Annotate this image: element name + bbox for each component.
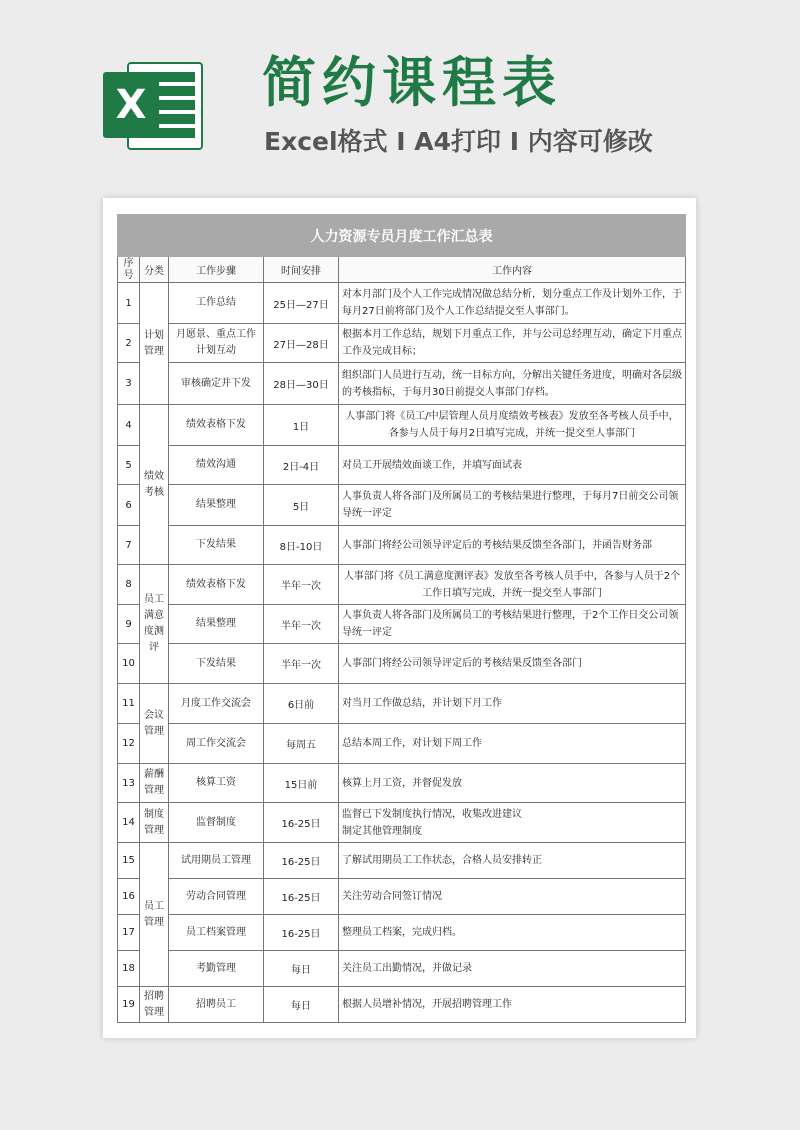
content-cell: 关注员工出勤情况，并做记录 — [339, 951, 686, 987]
content-cell: 对本月部门及个人工作完成情况做总结分析，划分重点工作及计划外工作，于每月27日前将部门及个人工作总结提交至人事部门。 — [339, 283, 686, 324]
row-number: 18 — [118, 951, 140, 987]
table-row — [118, 987, 686, 1023]
row-number: 6 — [118, 485, 140, 526]
category-cell: 制度管理 — [140, 803, 169, 843]
time-cell: 每周五 — [264, 724, 339, 764]
col-header-no: 序号 — [118, 257, 140, 283]
table-row — [118, 283, 686, 324]
category-cell: 薪酬管理 — [140, 764, 169, 803]
content-cell: 人事负责人将各部门及所属员工的考核结果进行整理，于每月7日前交公司领导统一评定 — [339, 485, 686, 526]
step-cell: 结果整理 — [169, 485, 264, 526]
table-row — [118, 724, 686, 764]
step-cell: 招聘员工 — [169, 987, 264, 1023]
table-row — [118, 485, 686, 526]
content-cell: 人事部门将经公司领导评定后的考核结果反馈至各部门，并函告财务部 — [339, 526, 686, 565]
row-number: 5 — [118, 446, 140, 485]
row-number: 4 — [118, 405, 140, 446]
table-row — [118, 951, 686, 987]
time-cell: 每日 — [264, 951, 339, 987]
schedule-table — [117, 214, 686, 1023]
time-cell: 16-25日 — [264, 803, 339, 843]
step-cell: 绩效表格下发 — [169, 565, 264, 605]
step-cell: 核算工资 — [169, 764, 264, 803]
table-row — [118, 915, 686, 951]
step-cell: 下发结果 — [169, 526, 264, 565]
content-cell: 了解试用期员工工作状态，合格人员安排转正 — [339, 843, 686, 879]
col-header-time: 时间安排 — [264, 257, 339, 283]
step-cell: 员工档案管理 — [169, 915, 264, 951]
content-cell: 人事部门将《员工满意度测评表》发放至各考核人员手中，各参与人员于2个工作日填写完成，并统一提交至人事部门 — [339, 565, 686, 605]
content-cell: 总结本周工作，对计划下周工作 — [339, 724, 686, 764]
table-row — [118, 565, 686, 605]
category-cell: 计划管理 — [140, 283, 169, 405]
content-cell: 人事部门将经公司领导评定后的考核结果反馈至各部门 — [339, 644, 686, 684]
category-cell: 员工满意度测评 — [140, 565, 169, 684]
step-cell: 监督制度 — [169, 803, 264, 843]
table-row — [118, 803, 686, 843]
table-row — [118, 324, 686, 363]
row-number: 11 — [118, 684, 140, 724]
table-row — [118, 764, 686, 803]
row-number: 13 — [118, 764, 140, 803]
time-cell: 25日—27日 — [264, 283, 339, 324]
content-cell: 组织部门人员进行互动，统一目标方向，分解出关键任务进度，明确对各层级的考核指标，于每月30日前提交人事部门存档。 — [339, 363, 686, 405]
row-number: 19 — [118, 987, 140, 1023]
col-header-category: 分类 — [140, 257, 169, 283]
col-header-content: 工作内容 — [339, 257, 686, 283]
time-cell: 半年一次 — [264, 565, 339, 605]
row-number: 7 — [118, 526, 140, 565]
time-cell: 28日—30日 — [264, 363, 339, 405]
document-sheet — [103, 198, 696, 1038]
table-row — [118, 405, 686, 446]
step-cell: 考勤管理 — [169, 951, 264, 987]
row-number: 2 — [118, 324, 140, 363]
row-number: 1 — [118, 283, 140, 324]
row-number: 14 — [118, 803, 140, 843]
excel-logo-icon — [103, 58, 203, 154]
row-number: 10 — [118, 644, 140, 684]
page-title: 简约课程表 — [262, 51, 562, 114]
category-cell: 招聘管理 — [140, 987, 169, 1023]
content-cell: 根据本月工作总结，规划下月重点工作，并与公司总经理互动，确定下月重点工作及完成目标； — [339, 324, 686, 363]
step-cell: 下发结果 — [169, 644, 264, 684]
logo-letter: X — [103, 72, 159, 138]
row-number: 9 — [118, 605, 140, 644]
time-cell: 5日 — [264, 485, 339, 526]
time-cell: 每日 — [264, 987, 339, 1023]
category-cell: 绩效考核 — [140, 405, 169, 565]
step-cell: 月愿景、重点工作计划互动 — [169, 324, 264, 363]
table-row — [118, 644, 686, 684]
step-cell: 劳动合同管理 — [169, 879, 264, 915]
row-number: 15 — [118, 843, 140, 879]
content-cell: 整理员工档案，完成归档。 — [339, 915, 686, 951]
table-row — [118, 879, 686, 915]
step-cell: 月度工作交流会 — [169, 684, 264, 724]
row-number: 12 — [118, 724, 140, 764]
content-cell: 对员工开展绩效面谈工作，并填写面试表 — [339, 446, 686, 485]
time-cell: 15日前 — [264, 764, 339, 803]
category-cell: 员工管理 — [140, 843, 169, 987]
content-cell: 人事部门将《员工/中层管理人员月度绩效考核表》发放至各考核人员手中，各参与人员于每月2日填写完成，并统一提交至人事部门 — [339, 405, 686, 446]
table-caption: 人力资源专员月度工作汇总表 — [118, 215, 686, 257]
time-cell: 半年一次 — [264, 605, 339, 644]
time-cell: 16-25日 — [264, 879, 339, 915]
time-cell: 2日-4日 — [264, 446, 339, 485]
content-cell: 关注劳动合同签订情况 — [339, 879, 686, 915]
category-cell: 会议管理 — [140, 684, 169, 764]
table-row — [118, 605, 686, 644]
step-cell: 工作总结 — [169, 283, 264, 324]
content-cell: 人事负责人将各部门及所属员工的考核结果进行整理，于2个工作日交公司领导统一评定 — [339, 605, 686, 644]
step-cell: 绩效沟通 — [169, 446, 264, 485]
table-row — [118, 526, 686, 565]
time-cell: 27日—28日 — [264, 324, 339, 363]
time-cell: 8日-10日 — [264, 526, 339, 565]
page-subtitle: Excel格式 I A4打印 I 内容可修改 — [264, 127, 653, 156]
step-cell: 周工作交流会 — [169, 724, 264, 764]
content-cell: 根据人员增补情况，开展招聘管理工作 — [339, 987, 686, 1023]
step-cell: 试用期员工管理 — [169, 843, 264, 879]
row-number: 17 — [118, 915, 140, 951]
time-cell: 半年一次 — [264, 644, 339, 684]
step-cell: 结果整理 — [169, 605, 264, 644]
time-cell: 16-25日 — [264, 915, 339, 951]
step-cell: 绩效表格下发 — [169, 405, 264, 446]
row-number: 3 — [118, 363, 140, 405]
col-header-step: 工作步骤 — [169, 257, 264, 283]
time-cell: 6日前 — [264, 684, 339, 724]
table-row — [118, 446, 686, 485]
time-cell: 16-25日 — [264, 843, 339, 879]
content-cell: 对当月工作做总结，并计划下月工作 — [339, 684, 686, 724]
content-cell: 核算上月工资，并督促发放 — [339, 764, 686, 803]
table-row — [118, 363, 686, 405]
time-cell: 1日 — [264, 405, 339, 446]
row-number: 8 — [118, 565, 140, 605]
row-number: 16 — [118, 879, 140, 915]
table-row — [118, 843, 686, 879]
table-row — [118, 684, 686, 724]
step-cell: 审核确定并下发 — [169, 363, 264, 405]
content-cell: 监督已下发制度执行情况，收集改进建议 制定其他管理制度 — [339, 803, 686, 843]
